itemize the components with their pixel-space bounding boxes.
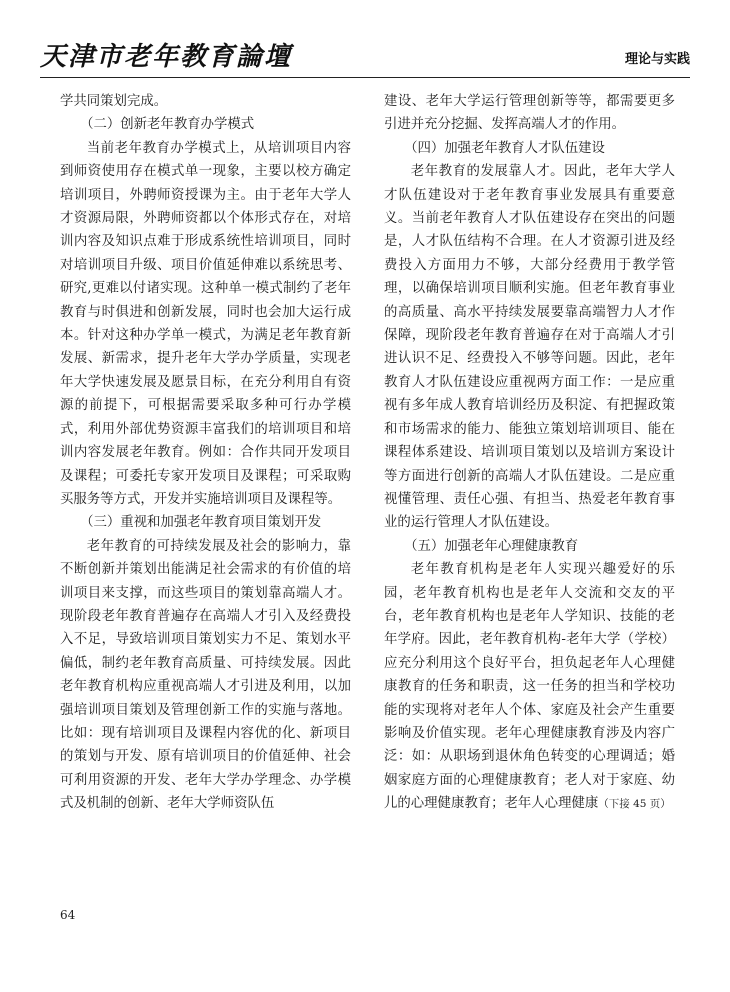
journal-title-logo: 天津市老年教育論壇 (40, 42, 293, 72)
section-heading: （二）创新老年教育办学模式 (80, 117, 255, 133)
left-column (60, 90, 351, 816)
paragraph: 当前老年教育办学模式上，从培训项目内容到师资使用存在模式单一现象，主要以校方确定培训项目，外聘师资授课为主。由于老年大学人才资源局限，外聘师资都以个体形式存在，对培训内容及知识点难于形成系统性培训项目，同时对培训项目升级、项目价值延伸难以系统思考、研究,更难以付诸实现。这种单一模式制约了老年教育与时俱进和创新发展，同时也会加大运行成本。针对这种办学单一模式，为满足老年教育新发展、新需求，提升老年大学办学质量，实现老年大学快速发展及愿景目标，在充分利用自有资源的前提下，可根据需要采取多种可行办学模式，利用外部优势资源丰富我们的培训项目和培训内容发展老年教育。例如：合作共同开发项目及课程；可委托专家开发项目及课程；可采取购买服务等方式，开发并实施培训项目及课程等。 (60, 140, 351, 507)
right-column (384, 90, 675, 817)
header-divider (40, 77, 690, 78)
section-heading: （四）加强老年教育人才队伍建设 (404, 140, 605, 156)
continued-note: （下接 45 页） (598, 798, 671, 811)
paragraph: 老年教育的可持续发展及社会的影响力，靠不断创新并策划出能满足社会需求的有价值的培训项目来支撑，而这些项目的策划靠高端人才。现阶段老年教育普遍存在高端人才引入及经费投入不足，导致培训项目策划实力不足、策划水平偏低，制约老年教育高质量、可持续发展。因此老年教育机构应重视高端人才引进及利用，以加强培训项目策划及管理创新工作的实施与落地。比如：现有培训项目及课程内容优的化、新项目的策划与开发、原有培训项目的价值延伸、社会可利用资源的开发、老年大学办学理念、办学模式及机制的创新、老年大学师资队伍 (60, 538, 351, 812)
article-body (60, 90, 675, 890)
paragraph: 学共同策划完成。 (60, 94, 168, 109)
section-heading: （三）重视和加强老年教育项目策划开发 (80, 515, 322, 531)
paragraph: 老年教育的发展靠人才。因此，老年大学人才队伍建设对于老年教育事业发展具有重要意义。当前老年教育人才队伍建设存在突出的问题是，人才队伍结构不合理。在人才资源引进及经费投入方面用力不够，大部分经费用于教学管理，以确保培训项目顺利实施。但老年教育事业的高质量、高水平持续发展要靠高端智力人才作保障，现阶段老年教育普遍存在对于高端人才引进认识不足、经费投入不够等问题。因此，老年教育人才队伍建设应重视两方面工作：一是应重视有多年成人教育培训经历及积淀、有把握政策和市场需求的能力、能独立策划培训项目、能在课程体系建设、培训项目策划以及培训方案设计等方面进行创新的高端人才队伍建设。二是应重视懂管理、责任心强、有担当、热爱老年教育事业的运行管理人才队伍建设。 (384, 164, 675, 531)
section-title: 理论与实践 (624, 52, 690, 67)
paragraph-text: 老年教育机构是老年人实现兴趣爱好的乐园，老年教育机构也是老年人交流和交友的平台，老年教育机构也是老年人学知识、技能的老年学府。因此，老年教育机构-老年大学（学校）应充分利用这个良好平台，担负起老年人心理健康教育的任务和职责，这一任务的担当和学校功能的实现将对老年人个体、家庭及社会产生重要影响及价值实现。老年心理健康教育涉及内容广泛：如：从职场到退休角色转变的心理调适；婚姻家庭方面的心理健康教育；老人对于家庭、幼儿的心理健康教育；老年人心理健康 (384, 562, 675, 812)
paragraph: 建设、老年大学运行管理创新等等，都需要更多引进并充分挖掘、发挥高端人才的作用。 (384, 94, 675, 133)
section-heading: （五）加强老年心理健康教育 (404, 538, 579, 554)
paragraph (384, 558, 675, 816)
page-header (40, 32, 690, 78)
page-number: 64 (60, 908, 76, 922)
